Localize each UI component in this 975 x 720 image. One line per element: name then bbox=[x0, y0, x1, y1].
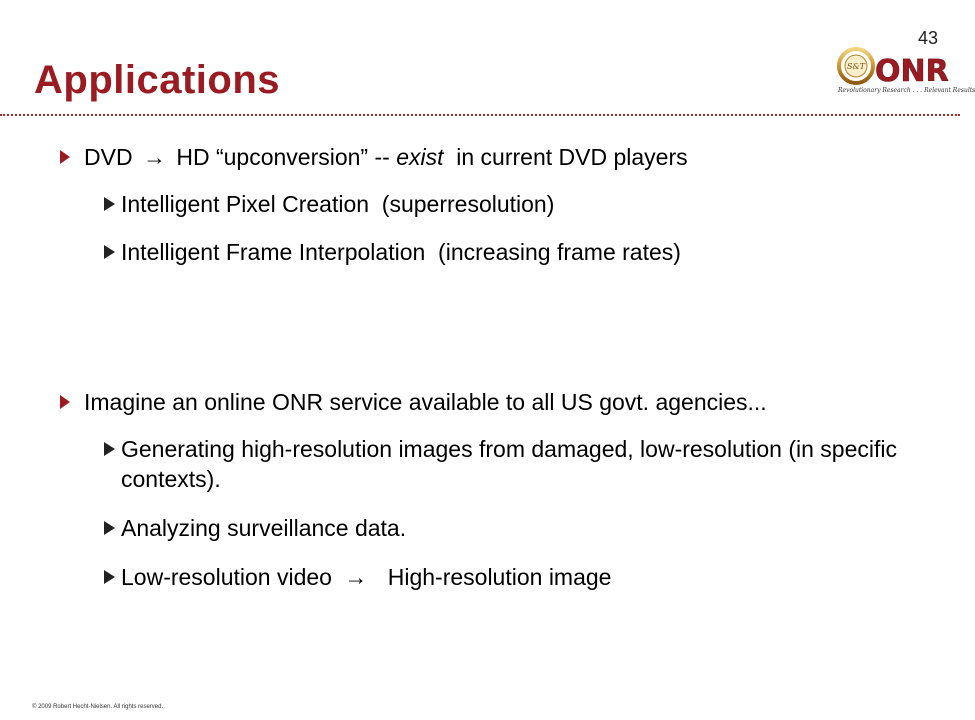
bullet-high-res-images bbox=[104, 434, 934, 494]
bullet-frame-interpolation bbox=[104, 237, 681, 267]
logo-tagline: Revolutionary Research . . . Relevant Results bbox=[838, 87, 975, 94]
bullet-pixel-creation bbox=[104, 189, 554, 219]
bullet-text: Analyzing surveillance data. bbox=[121, 515, 407, 541]
copyright-footer: © 2009 Robert Hecht-Nielsen. All rights reserved. bbox=[32, 704, 164, 710]
bullet-surveillance bbox=[104, 513, 406, 543]
right-arrow-icon: → bbox=[142, 144, 166, 170]
bullet-low-res-video bbox=[104, 562, 611, 592]
bullet-text: Low-resolution video → High-resolution image bbox=[121, 564, 612, 590]
bullet-text: Generating high-resolution images from damaged, low-resolution (in specific contexts). bbox=[121, 436, 897, 492]
bullet-text: Imagine an online ONR service available to all US govt. agencies... bbox=[84, 389, 767, 415]
bullet-marker-icon bbox=[104, 245, 115, 259]
bullet-text: DVD → HD “upconversion” -- exist in current DVD players bbox=[84, 144, 688, 170]
bullet-onr-service bbox=[60, 387, 767, 417]
logo-emblem: S&T bbox=[847, 62, 865, 71]
bullet-text: Intelligent Frame Interpolation (increasing frame rates) bbox=[121, 239, 681, 265]
bullet-marker-icon bbox=[104, 197, 115, 211]
bullet-marker-icon bbox=[60, 150, 70, 164]
slide-title: Applications bbox=[34, 58, 281, 102]
logo-text: ONR bbox=[875, 54, 949, 89]
bullet-text: Intelligent Pixel Creation (superresolution) bbox=[121, 191, 555, 217]
title-divider bbox=[0, 114, 960, 116]
bullet-marker-icon bbox=[60, 395, 70, 409]
right-arrow-icon: → bbox=[344, 564, 368, 590]
slide-number: 43 bbox=[917, 28, 938, 48]
bullet-marker-icon bbox=[104, 442, 115, 456]
bullet-marker-icon bbox=[104, 570, 115, 584]
bullet-marker-icon bbox=[104, 521, 115, 535]
bullet-dvd-hd bbox=[60, 142, 688, 172]
